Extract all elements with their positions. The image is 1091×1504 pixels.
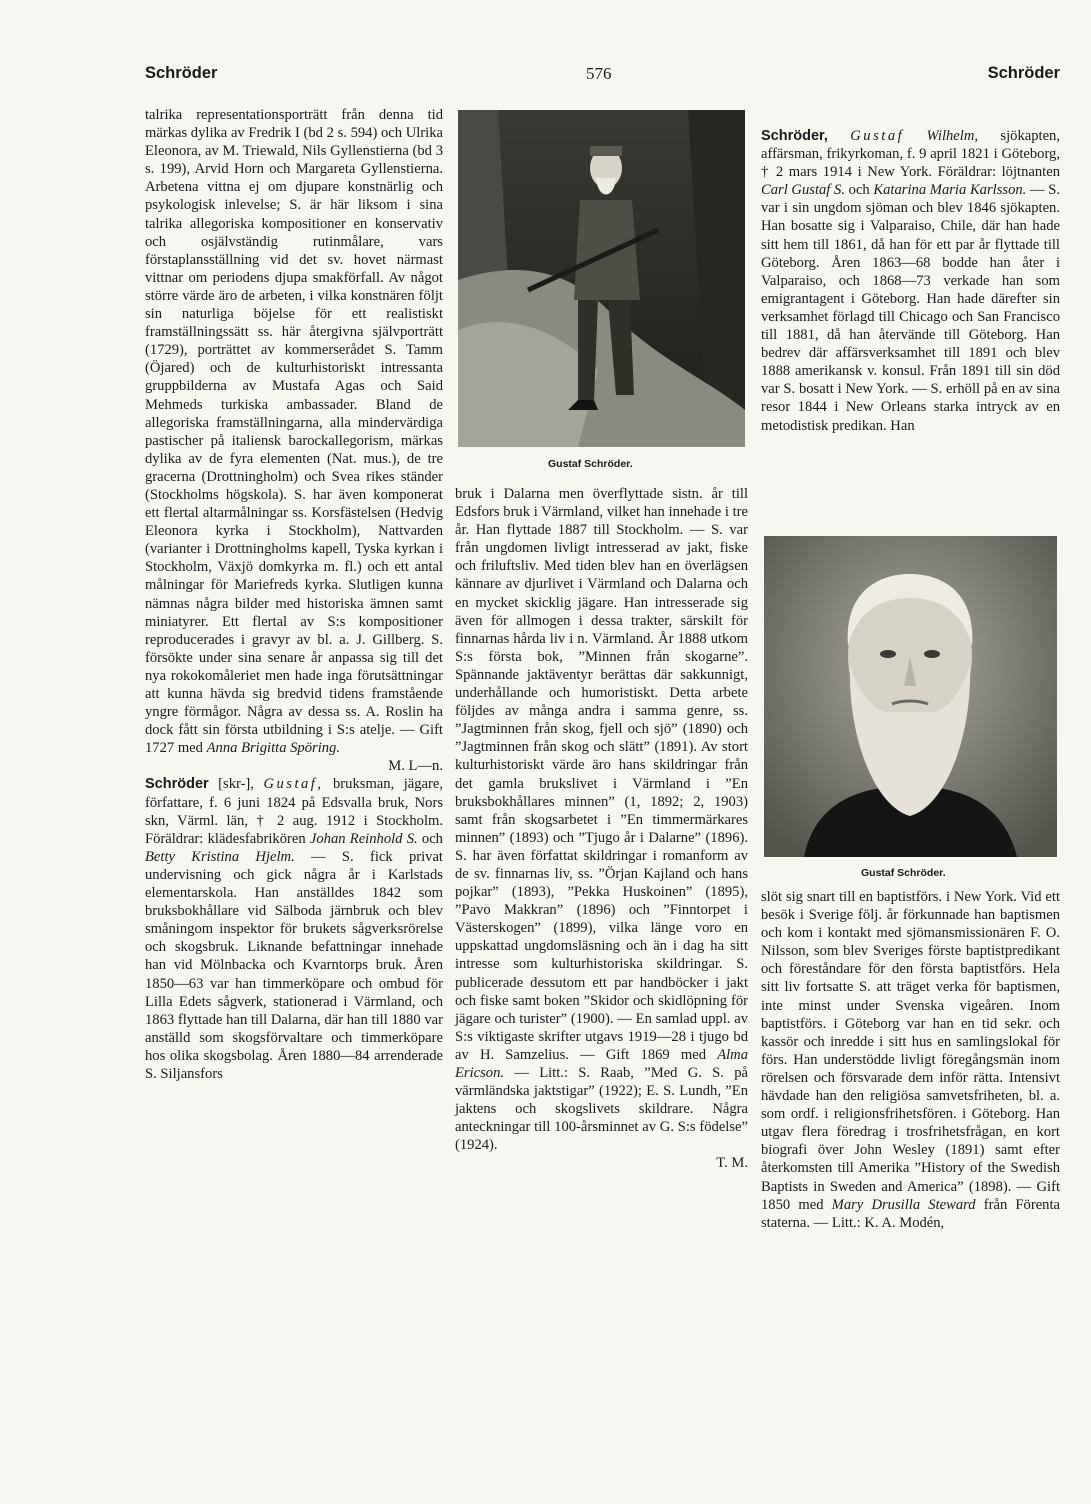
entry-given-name: Gustaf, xyxy=(263,776,324,793)
page-number: 576 xyxy=(586,64,612,83)
entry-gustaf-wilhelm xyxy=(761,127,1060,435)
article-continued xyxy=(145,106,443,1083)
entry-text-b: — S. fick privat undervisning och gick några år i Karlstads elementarskola. Han anställdes 1842 som bruksbokhållare vid Sälboda järnbruk och blev småningom inspektor för brukets sågverksrörelse och skogsbruk. Liknande befattningar innehade han vid Mölnbacka och Kvarntorps bruk. Åren 1850—63 var han timmerköpare och ombud för Lilla Edets sågverk, stationerad i Värmland, och 1863 flyttade han till Dalarna, där han till 1880 var anställd som skogsförvaltare och timmerköpare hos olika skogsbolag. Åren 1880—84 arrenderade S. Siljansfors xyxy=(145,848,443,1082)
hunter-photo-illustration xyxy=(458,110,745,447)
wife-name: Anna Brigitta Spöring. xyxy=(206,740,340,757)
father-name: Johan Reinhold S. xyxy=(309,830,418,847)
column-1 xyxy=(145,106,443,1342)
entry-pronunciation: [skr-], xyxy=(208,776,264,793)
col3-conjunction: och xyxy=(844,182,874,199)
col3-wife-name: Mary Drusilla Steward xyxy=(831,1196,976,1213)
col2-text-a: bruk i Dalarna men överflyttade sistn. år till Edsfors bruk i Värmland, vilket han innehade i tre år. Han flyttade 1887 till Stockholm. — S. var från ungdomen livligt intresserad av jakt, fiske och friluftsliv. Med tiden blev han en överlägsen kännare av djurlivet i Värmland och Dalarna och en mycket skicklig jägare. Han intresserade sig även för allmogen i dessa trakter, särskilt för finnarnas hårda liv i n. Värmland. År 1888 utkom S:s första bok, ”Minnen från skogarne”. Spännande jaktäventyr berättas där sakkunnigt, underhållande och humoristiskt. Detta arbete följdes av många andra i samma genre, ss. ”Jagtminnen från skog, fjell och sjö” (1890) och ”Jagtminnen från skog och slätt” (1891). Av stort kulturhistoriskt värde äro hans skildringar från det gamla brukslivet i Värmland i ”En bruksbokhållares minnen” (1, 1892; 2, 1903) samt från skogsarbetet i ”En timmermärkares minnen” (1893) och ”Tjugo år i Dalarne” (1896). S. har även författat skildringar i romanform av de sv. finnarnas liv, ss. ”Örjan Kajland och hans pojkar” (1893), ”Pekka Huskoinen” (1895), ”Pavo Makkran” (1896) och ”Finntorpet i Västerskogen” (1899), vilka länge voro en uppskattad ungdomsläsning och än i dag ha sitt intresse som kulturhistoriska skildringar. S. publicerade dessutom ett par handböcker i jakt och fiske samt boken ”Skidor och skidlöpning för jägare och turister” (1900). — En samlad uppl. av S:s viktigaste skrifter utgavs 1919—28 i tjugo bd av H. Samzelius. — Gift 1869 med xyxy=(455,486,748,1063)
col2-wife-name: Alma Ericson. xyxy=(455,1046,748,1081)
header-left-title: Schröder xyxy=(145,64,218,82)
photo-caption-2: Gustaf Schröder. xyxy=(861,867,946,879)
col2-text-b: — Litt.: S. Raab, ”Med G. S. på värmländska jaktstigar” (1922); E. S. Lundh, ”En jaktens och skogslivets skildrare. Några anteckningar till 100-årsminnet av G. S:s födelse” (1924). xyxy=(455,1065,748,1154)
entry-continued xyxy=(455,485,748,1173)
entry-headword-2: Schröder, xyxy=(761,128,828,144)
column-3-bottom xyxy=(761,888,1060,1342)
portrait-photo-hunter xyxy=(458,110,745,447)
header-right-title: Schröder xyxy=(987,64,1060,82)
portrait-photo-bearded-man xyxy=(764,536,1057,857)
col3-text-c: slöt sig snart till en baptistförs. i New York. Vid ett besök i Sverige följ. år förkunnade han baptismen och kom i kontakt med sjömansmissionären F. O. Nilsson, som blev Sveriges förste baptistpredikant och föreståndare för den första baptistförs. Hela sitt liv fortsatte S. att träget verka för baptismen, inte minst under Svenska vigeåren. Inom baptistförs. i Göteborg var han en tid sekr. och kassör och inredde i sitt hus en samlingslokal för förs. Han understödde livligt föregångsmän inom rörelsen och försvarade dem inför rätta. Intensivt hävdade han den religiösa samvetsfriheten, bl. a. som ordf. i religionsfrihetsfören. i Göteborg. Han utgav flera föredrag i trosfrihetsfrågan, en kort biografi över John Wesley (1891) samt efter återkomsten till Amerika ”History of the Swedish Baptists in Sweden and America” (1898). — Gift 1850 med xyxy=(761,889,1060,1213)
entry-text-a: bruksman, jägare, författare, f. 6 juni 1824 på Edsvalla bruk, Nors skn, Värml. län, † 2 aug. 1912 i Stockholm. Föräldrar: klädesfabrikören xyxy=(145,776,443,847)
bearded-man-photo-illustration xyxy=(764,536,1057,857)
conjunction: och xyxy=(417,830,443,847)
page-header xyxy=(145,64,1060,88)
col3-text-d: från Förenta staterna. — Litt.: K. A. Modén, xyxy=(761,1196,1060,1231)
col3-text-b: — S. var i sin ungdom sjöman och blev 1846 sjökapten. Han bosatte sig i Valparaiso, Chile, där han hade sitt hem till 1861, då han för ett par år flyttade till Göteborg. Åren 1863—68 bodde han åter i Valparaiso, och 1868—73 verkade han som emigrantagent i Göteborg. Han hade därefter sin verksamhet förlagd till Chicago och San Francisco till 1881, då han återvände till Göteborg. Han bedrev där affärsverksamhet till 1891 och blev 1888 amerikansk v. konsul. Från 1891 till sin död var S. bosatt i New York. — S. erhöll på en av sina resor 1844 i New Orleans starka intryck av en metodistisk predikan. Han xyxy=(761,182,1061,434)
col2-author-signature: T. M. xyxy=(716,1155,748,1172)
column-2 xyxy=(455,485,748,1345)
col3-father-name: Carl Gustaf S. xyxy=(761,182,845,199)
entry-headword: Schröder xyxy=(145,776,209,793)
col3-mother-name: Katarina Maria Karlsson. xyxy=(873,182,1027,199)
entry-gustaf-wilhelm-continued xyxy=(761,888,1060,1232)
mother-name: Betty Kristina Hjelm. xyxy=(145,848,295,865)
photo-caption-1: Gustaf Schröder. xyxy=(548,458,633,470)
col3-text-a: sjökapten, affärsman, frikyrkoman, f. 9 april 1821 i Göteborg, † 2 mars 1914 i New York. Föräldrar: löjtnanten xyxy=(761,128,1060,181)
entry-given-name-2: Gustaf xyxy=(850,128,905,144)
author-signature: M. L—n. xyxy=(388,758,443,775)
entry-middle-name: Wilhelm, xyxy=(904,128,979,144)
column-3-top xyxy=(761,127,1060,497)
article-continued-text: talrika representationsporträtt från denna tid märkas dylika av Fredrik I (bd 2 s. 594) och Ulrika Eleonora, av M. Triewald, Nils Gyllenstierna (bd 3 s. 199), Arvid Horn och Margareta Gyllenstierna. Arbetena vittna ej om djupare konstnärlig och psykologisk inlevelse; S. är här liksom i sina talrika allegoriska kompositioner en konservativ och osjälvständig rutinmålare, vars förstaplansställning vid det sv. hovet närmast vittnar om periodens djupa smakförfall. Av något större värde äro de arbeten, i vilka konstnären följt sin naturliga böjelse för ett realistiskt framställningssätt ss. här återgivna självporträtt (1729), porträttet av kommerserådet S. Tamm (Öjared) och de kulturhistoriskt intressanta gruppbilderna av Mustafa Agas och Said Mehmeds turkiska ambassader. Bland de allegoriska framställningarna, alla mindervärdiga pastischer på italiensk barockallegorism, märkas dylika av de fyra elementen (Nat. mus.), de tre gracerna (Drottningholm) och Svea rikes ständer (Stockholms högskola). S. har även komponerat ett flertal altarmålningar ss. Korsfästelsen (Hedvig Eleonora kyrka i Stockholm), Nattvarden (varianter i Drottningholms kapell, Tyska kyrkan i Stockholm, Växjö domkyrka m. fl.) och ett antal målningar för Mariefreds kyrka. Slutligen kunna nämnas några bilder med historiska ämnen samt miniatyrer. Ett flertal av S:s kompositioner reproducerades i gravyr av bl. a. J. Gillberg. S. försökte under sina senare år anpassa sig till det nya rokokomåleriet men hade inga förutsättningar att kunna hävda sig bredvid tidens framstående yngre förmågor. Några av dessa ss. A. Roslin ha dock fått sin första utbildning i S:s atelje. — Gift 1727 med xyxy=(145,107,443,757)
